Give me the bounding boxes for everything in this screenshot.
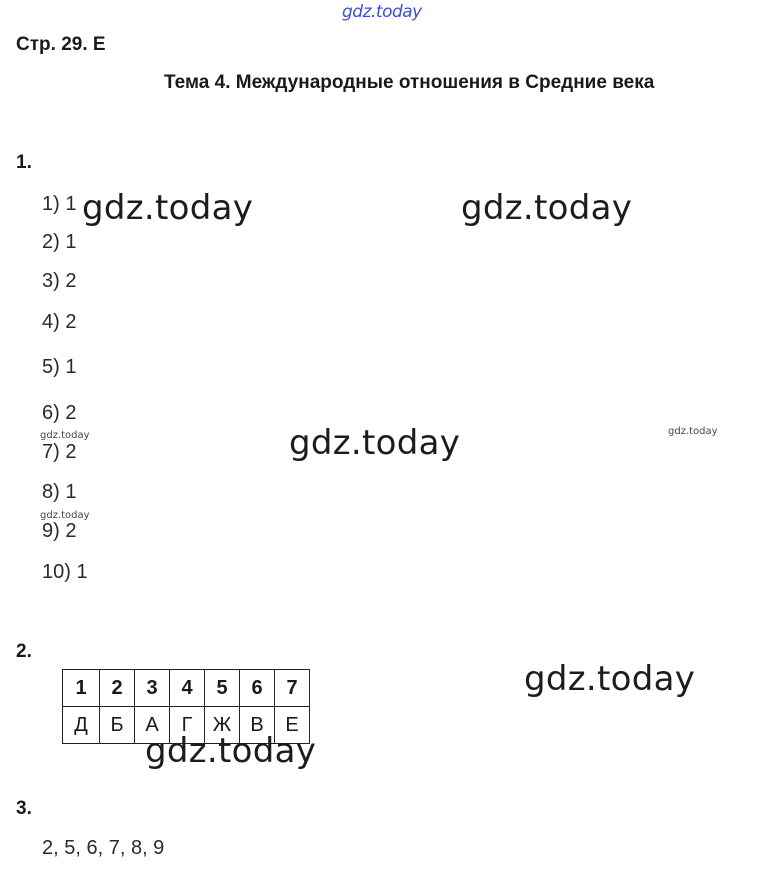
table-header-cell: 4 [170,670,205,707]
watermark: gdz.today [145,731,317,771]
watermark: gdz.today [524,659,696,699]
table-cell: А [135,707,170,744]
table-cell: В [240,707,275,744]
watermark-small: gdz.today [40,510,90,521]
q1-answer-1: 1) 1 [42,193,77,215]
table-header-cell: 7 [275,670,310,707]
q1-answer-2: 2) 1 [42,231,77,253]
watermark: gdz.today [289,423,461,463]
table-header-cell: 5 [205,670,240,707]
table-header-cell: 1 [63,670,100,707]
table-header-cell: 2 [100,670,135,707]
q1-answer-5: 5) 1 [42,356,77,378]
q1-answer-4: 4) 2 [42,311,77,333]
watermark-small: gdz.today [40,430,90,441]
q3-answer: 2, 5, 6, 7, 8, 9 [42,837,165,859]
q1-answer-9: 9) 2 [42,520,77,542]
watermark: gdz.today [82,188,254,228]
watermark: gdz.today [461,188,633,228]
topic-title: Тема 4. Международные отношения в Средние века [164,72,655,93]
table-cell: Б [100,707,135,744]
question-1-number: 1. [16,152,32,173]
q1-answer-6: 6) 2 [42,402,77,424]
q1-answer-7: 7) 2 [42,441,77,463]
question-2-number: 2. [16,641,32,662]
table-header-row [63,670,310,707]
page-label: Стр. 29. Е [16,34,106,55]
watermark-top: gdz.today [342,2,422,22]
question-3-number: 3. [16,798,32,819]
q1-answer-3: 3) 2 [42,270,77,292]
watermark-small: gdz.today [668,426,718,437]
table-header-cell: 6 [240,670,275,707]
table-cell: Д [63,707,100,744]
table-header-cell: 3 [135,670,170,707]
q1-answer-8: 8) 1 [42,481,77,503]
table-cell: Ж [205,707,240,744]
table-cell: Г [170,707,205,744]
table-cell: Е [275,707,310,744]
q1-answer-10: 10) 1 [42,561,88,583]
